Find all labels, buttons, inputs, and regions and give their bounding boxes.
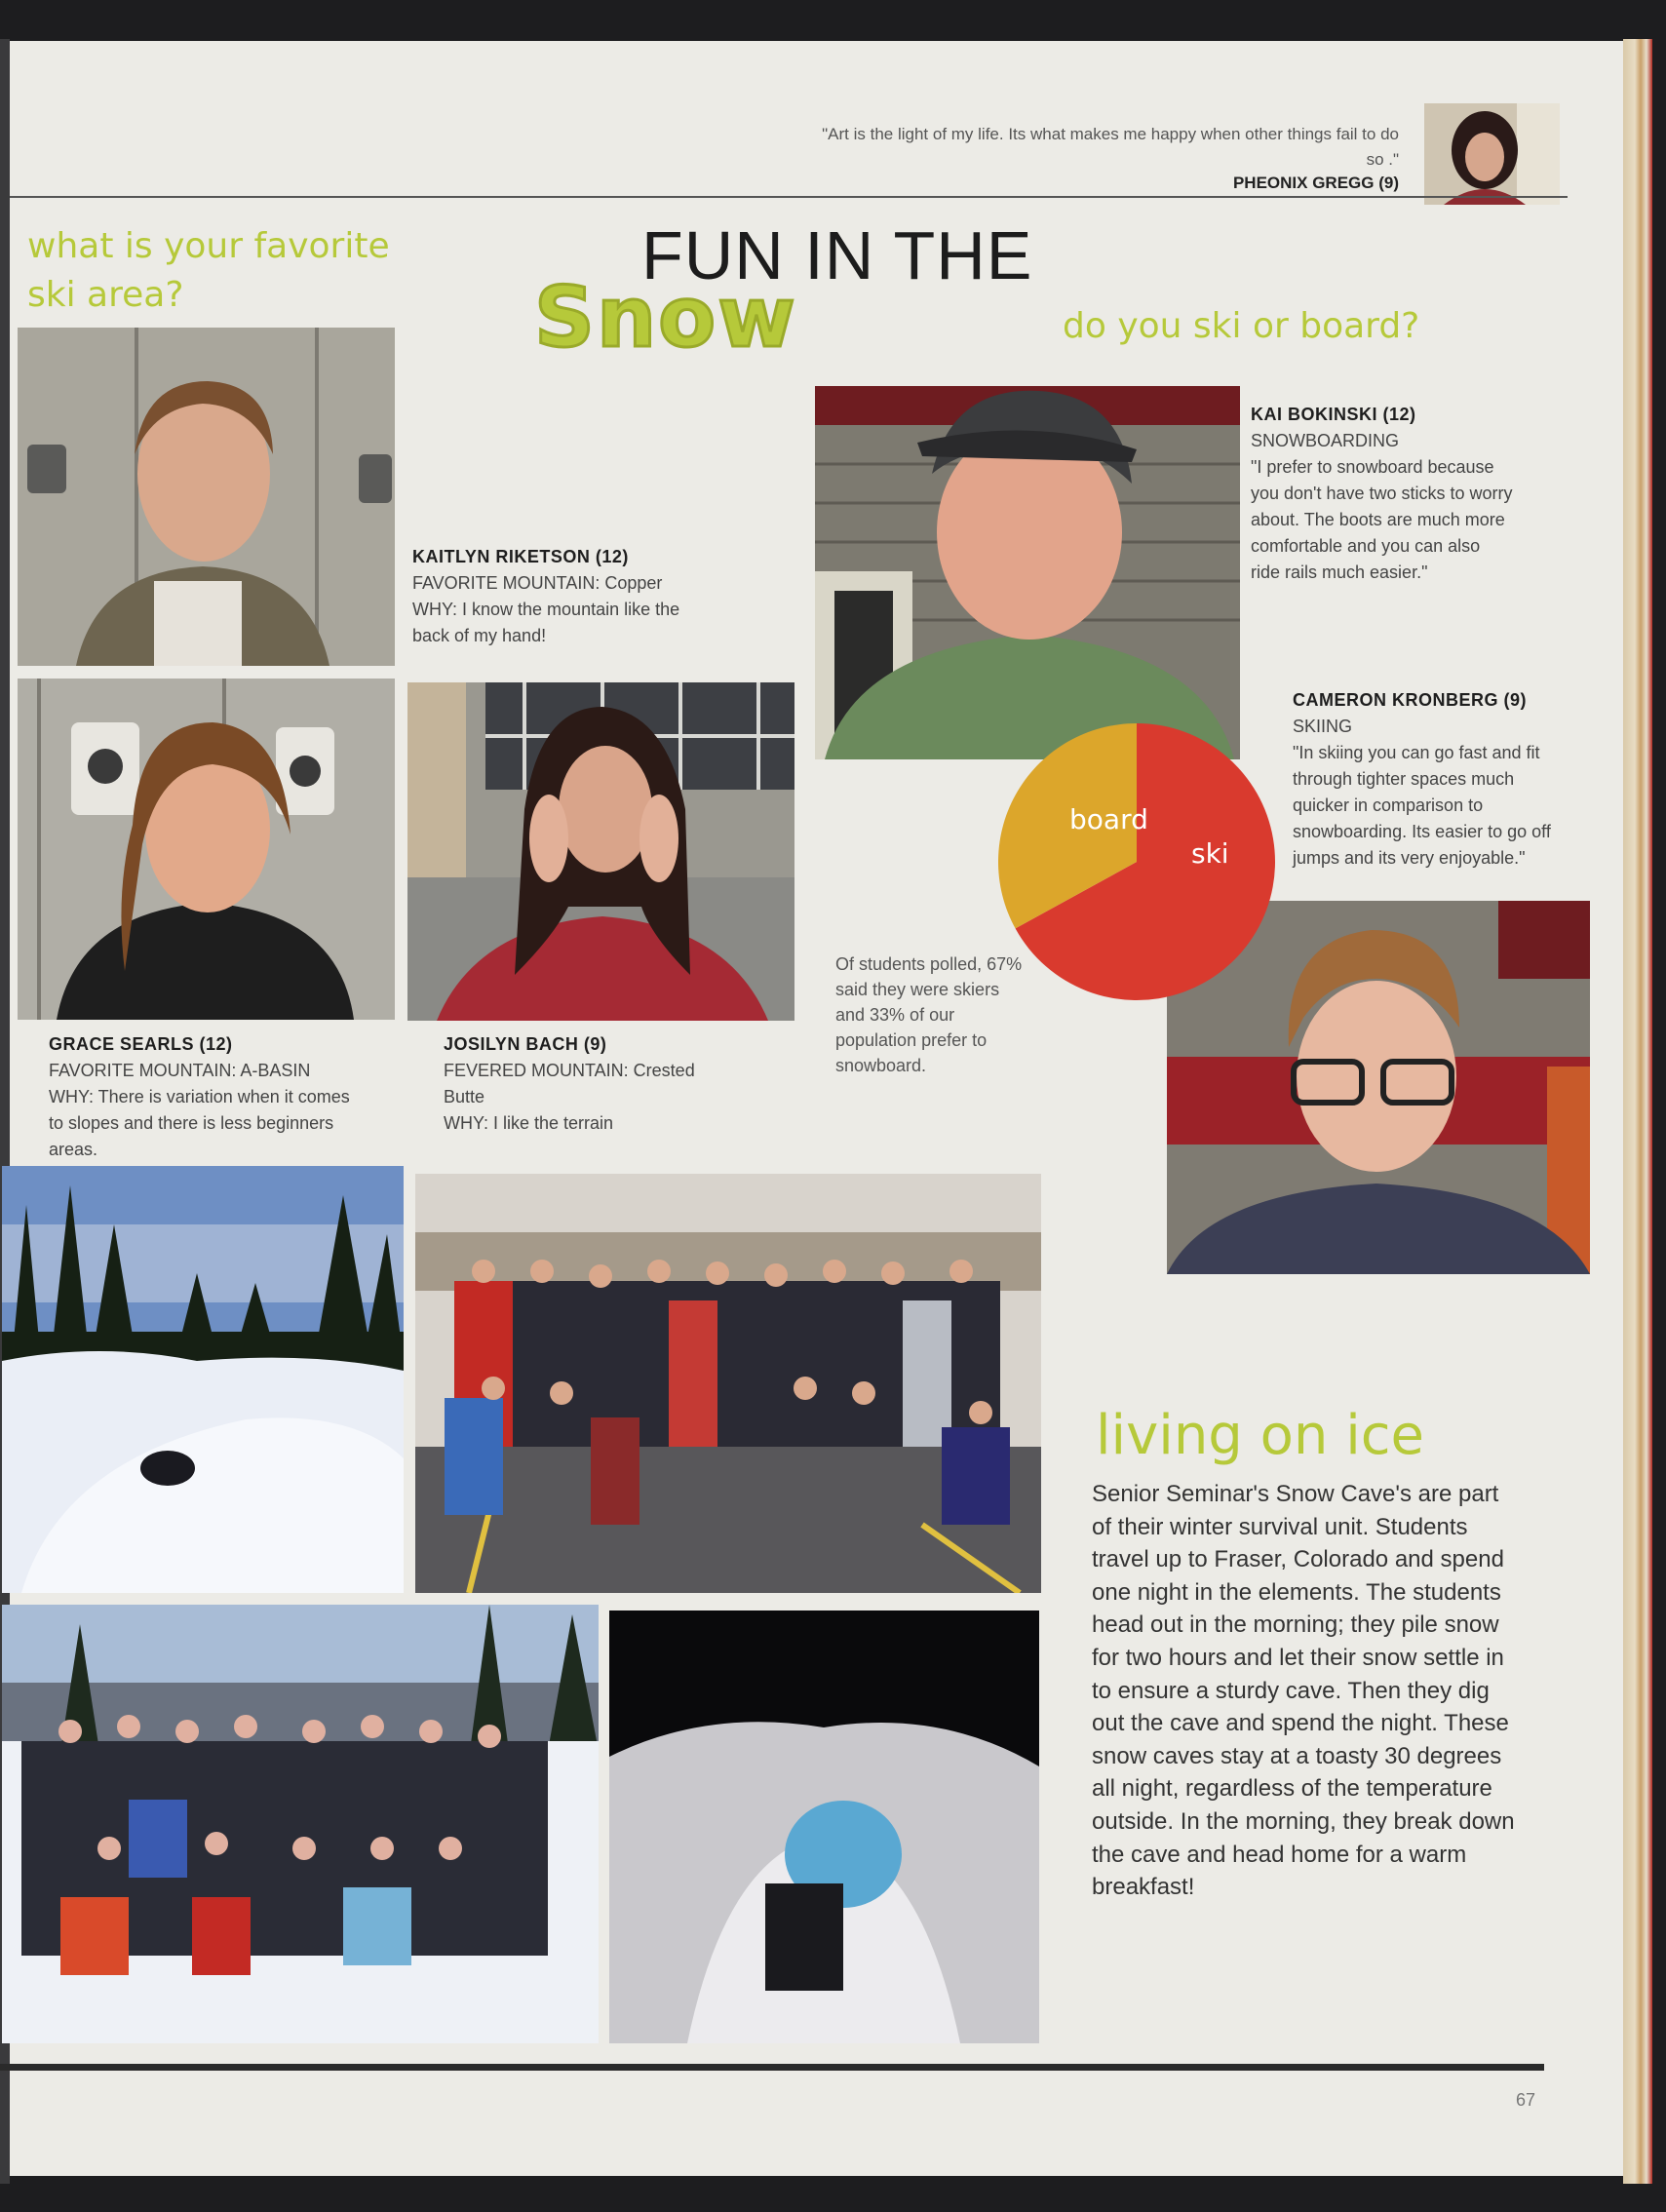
kai-photo <box>815 386 1240 759</box>
ski-or-board-heading: do you ski or board? <box>1063 306 1420 346</box>
grace-photo <box>18 679 395 1020</box>
living-on-ice-heading: living on ice <box>1096 1404 1425 1467</box>
josilyn-photo <box>407 682 794 1021</box>
cameron-choice: SKIING <box>1293 717 1353 736</box>
living-on-ice-body: Senior Seminar's Snow Cave's are part of their winter survival unit. Students travel up to Fraser, Colorado and spend one night in the elements. The students head out in the morning; they pile snow for two hours and let their snow settle in to ensure a sturdy cave. Then they dig out the cave and spend the night. These snow caves stay at a toasty 30 degrees all night, regardless of the temperature outside. In the morning, they break down the cave and head home for a warm breakfast! <box>1092 1481 1515 1901</box>
kai-quote: "I prefer to snowboard because you don't have two sticks to worry about. The boots are much more comfortable and you can also ride rails much easier." <box>1251 457 1513 582</box>
title-line1: FUN IN THE <box>641 217 1033 293</box>
snow-cave-photo <box>2 1166 404 1593</box>
kai-choice: SNOWBOARDING <box>1251 431 1400 450</box>
cameron-name: CAMERON KRONBERG (9) <box>1293 690 1528 710</box>
josilyn-caption <box>444 1031 736 1137</box>
kaitlyn-caption <box>412 544 705 649</box>
pie-label-board: board <box>1069 803 1148 835</box>
favorite-area-heading: what is your favorite ski area? <box>27 226 390 315</box>
kaitlyn-mountain: FAVORITE MOUNTAIN: Copper <box>412 573 663 593</box>
footer-rule <box>0 2064 1544 2071</box>
kaitlyn-name: KAITLYN RIKETSON (12) <box>412 547 629 566</box>
grace-name: GRACE SEARLS (12) <box>49 1034 233 1054</box>
kaitlyn-why: WHY: I know the mountain like the back of my hand! <box>412 600 680 645</box>
cameron-quote: "In skiing you can go fast and fit through tighter spaces much quicker in comparison to snowboarding. Its easier to go off jumps and its very enjoyable." <box>1293 743 1551 868</box>
ski-board-pie-chart <box>996 721 1277 1002</box>
josilyn-mountain: FEVERED MOUNTAIN: Crested Butte <box>444 1061 695 1106</box>
grace-why: WHY: There is variation when it comes to slopes and there is less beginners areas. <box>49 1087 350 1159</box>
pie-label-ski: ski <box>1191 837 1229 870</box>
quote-author: PHEONIX GREGG (9) <box>1232 174 1399 192</box>
group-photo-snow-field <box>2 1605 599 2043</box>
title-snow: Snow <box>534 269 797 367</box>
kaitlyn-photo <box>18 328 395 666</box>
poll-text: Of students polled, 67% said they were skiers and 33% of our population prefer to snowboard. <box>835 954 1023 1075</box>
kai-caption <box>1251 402 1514 586</box>
josilyn-name: JOSILYN BACH (9) <box>444 1034 607 1054</box>
grace-mountain: FAVORITE MOUNTAIN: A-BASIN <box>49 1061 311 1080</box>
header-rule <box>10 196 1568 198</box>
group-photo-parking-lot <box>415 1174 1041 1593</box>
quote-text: "Art is the light of my life. Its what makes me happy when other things fail to do so ." <box>822 125 1399 169</box>
inside-snow-cave-photo <box>609 1610 1039 2043</box>
cameron-caption <box>1293 687 1566 872</box>
kai-name: KAI BOKINSKI (12) <box>1251 405 1416 424</box>
pheonix-portrait <box>1424 103 1560 205</box>
josilyn-why: WHY: I like the terrain <box>444 1113 614 1133</box>
page-number: 67 <box>1516 2090 1536 2110</box>
page-edge-right <box>1623 39 1652 2184</box>
grace-caption <box>49 1031 361 1163</box>
